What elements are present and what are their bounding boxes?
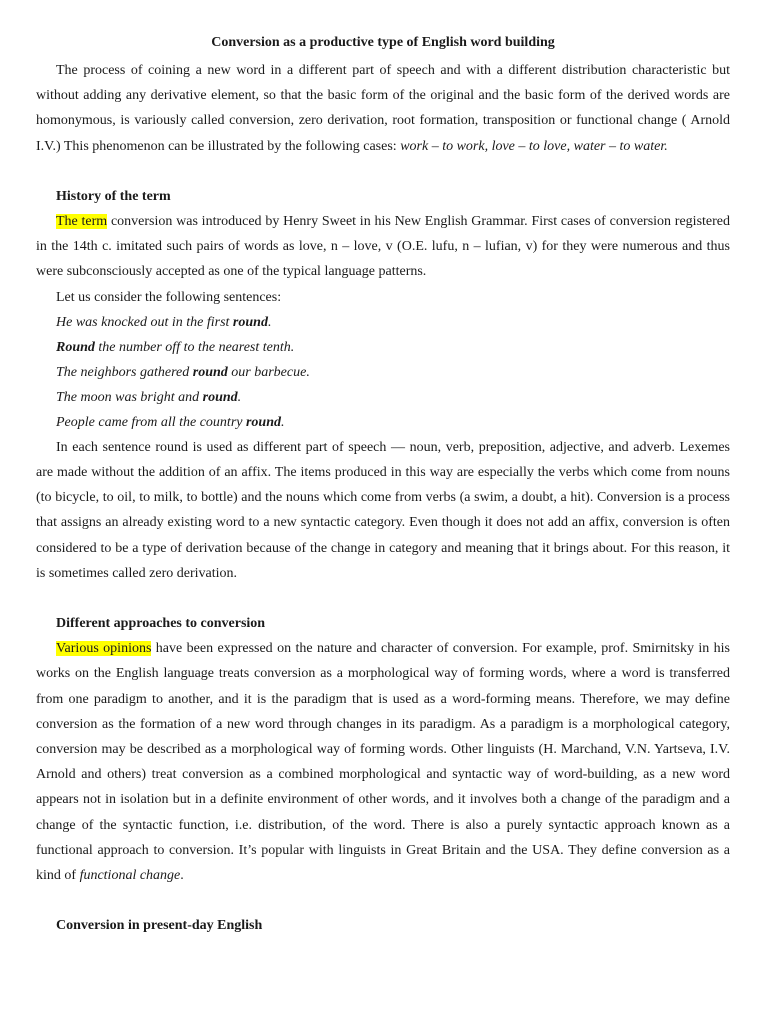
example-sentence: The neighbors gathered round our barbecue. xyxy=(56,364,310,380)
history-paragraph xyxy=(36,209,730,285)
explanation-paragraph: In each sentence round is used as different part of speech — noun, verb, preposition, adjective, and adverb. Lexemes are made without the addition of an affix. The items produced in this way are especially the verbs which come from nouns (to bicycle, to oil, to milk, to bottle) and the nouns which come from verbs (a swim, a doubt, a hit). Conversion is a process that assigns an already existing word to a new syntactic category. Even though it does not add an affix, conversion is often considered to be a type of derivation because of the change in category and meaning that it brings about. For this reason, it is sometimes called zero derivation. xyxy=(36,439,730,581)
sentences-lead: Let us consider the following sentences: xyxy=(56,289,282,305)
approaches-paragraph: Various opinions have been expressed on the nature and character of conversion. For example, prof. Smirnitsky in his works on the English language treats conversion as a morphological way of forming words, where a word is transferred from one paradigm to another, and it is the paradigm that is used as a word-forming means. Therefore, we may define conversion as the formation of a new word through changes in its paradigm. As a paradigm is a morphological category, conversion may be described as a morphological way of forming words. Other linguists (H. Marchand, V.N. Yartseva, I.V. Arnold and others) treat conversion as a combined morphological and syntactic way of word-building, as a new word appears not in isolation but in a definite environment of other words, and it involves both a change of the paradigm and a change of the syntactic function, i.e. distribution, of the word. There is also a purely syntactic approach known as a functional approach to conversion. It’s popular with linguists in Great Britain and the USA. They define conversion as a kind of functional change. xyxy=(36,641,730,884)
example-sentence: He was knocked out in the first round. xyxy=(56,314,272,330)
intro-paragraph xyxy=(36,58,730,159)
section-heading-present: Conversion in present-day English xyxy=(56,918,263,934)
approaches-text: have been expressed on the nature and character of conversion. For example, prof. Smirnitsky in his works on the English language treats conversion as a morphological way of forming words, where a word is transferred from one paradigm to another, and it is the paradigm that is used as a word-forming means. Therefore, we may define conversion as the formation of a new word through changes in its paradigm. As a paradigm is a morphological category, conversion may be described as a morphological way of forming words. Other linguists (H. Marchand, V.N. Yartseva, I.V. Arnold and others) treat conversion as a combined morphological and syntactic way of word-building, as a new word appears not in isolation but in a definite environment of other words, and it involves both a change of the paradigm and a change of the syntactic function, i.e. distribution, of the word. There is also a purely syntactic approach known as a functional approach to conversion. It’s popular with linguists in Great Britain and the USA. They define conversion as a kind of xyxy=(36,641,730,884)
example-sentence: Round the number off to the nearest tenth. xyxy=(56,339,295,355)
section-heading-approaches: Different approaches to conversion xyxy=(56,616,266,632)
history-text: conversion was introduced by Henry Sweet in his New English Grammar. First cases of conversion registered in the 14th c. imitated such pairs of words as love, n – love, v (O.E. lufu, n – lufian, v) for they were numerous and thus were subconsciously accepted as one of the typical language patterns. xyxy=(36,214,730,280)
intro-text: The process of coining a new word in a different part of speech and with a different distribution characteristic but without adding any derivative element, so that the basic form of the original and the basic form of the derived words are homonymous, is variously called conversion, zero derivation, root formation, transposition or functional change ( Arnold I.V.) This phenomenon can be illustrated by the following cases: xyxy=(36,63,730,154)
document-page xyxy=(36,30,730,938)
example-sentence: The moon was bright and round. xyxy=(56,389,242,405)
highlighted-text: Various opinions xyxy=(56,641,152,657)
document-title: Conversion as a productive type of English word building xyxy=(211,35,555,50)
approaches-italic: functional change xyxy=(79,868,181,884)
spacer xyxy=(36,888,730,913)
spacer xyxy=(36,586,730,611)
intro-examples: work – to work, love – to love, water – to water. xyxy=(400,138,668,154)
highlighted-text: The term xyxy=(56,214,108,230)
spacer xyxy=(36,159,730,184)
section-heading-history: History of the term xyxy=(56,188,171,204)
example-sentence: People came from all the country round. xyxy=(56,414,285,430)
